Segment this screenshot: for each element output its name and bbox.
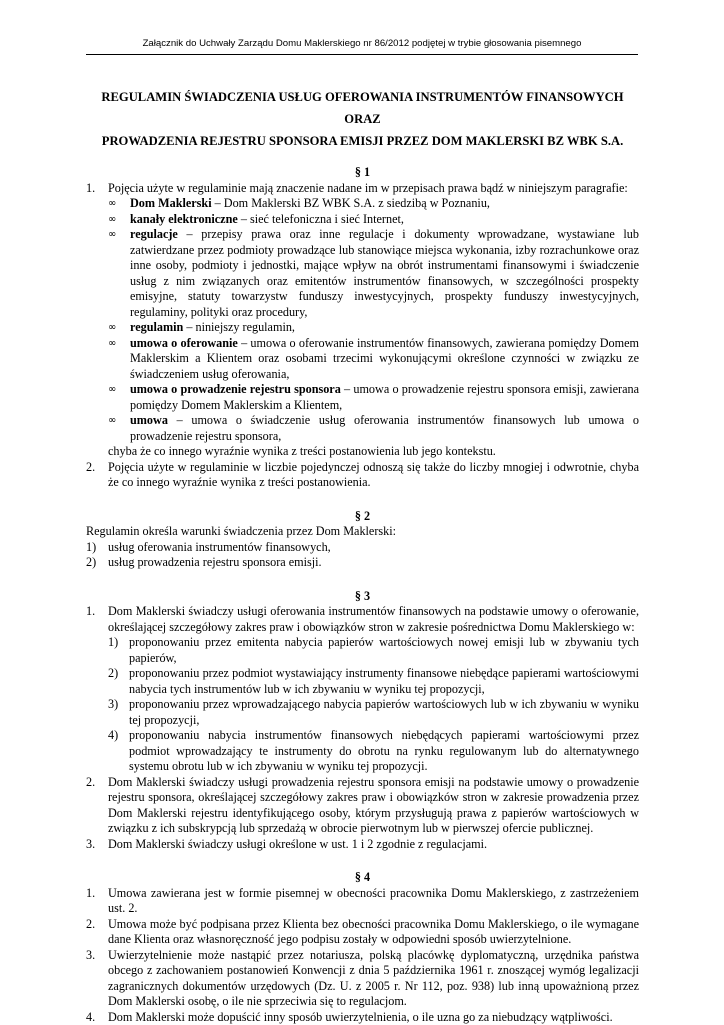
definition-term: kanały elektroniczne	[130, 212, 238, 226]
paragraph-4-1	[86, 886, 639, 917]
definition-term: umowa o prowadzenie rejestru sponsora	[130, 382, 341, 396]
paragraph-text: Pojęcia użyte w regulaminie mają znaczenie nadane im w przepisach prawa bądź w niniejszym paragrafie:	[108, 181, 639, 197]
paragraph-text: Dom Maklerski świadczy usługi oferowania instrumentów finansowych na podstawie umowy o oferowanie, określającej szczegółowy zakres praw i obowiązków stron w zakresie pośrednictwa Domu Maklerskiego w:	[108, 604, 639, 635]
item-number: 1)	[86, 540, 108, 556]
definition-item	[108, 196, 639, 212]
infinity-bullet-icon: ∞	[108, 336, 130, 352]
paragraph-1-2	[86, 460, 639, 491]
paragraph-number: 2.	[86, 917, 108, 933]
item-number: 1)	[108, 635, 129, 651]
paragraph-text: Uwierzytelnienie może nastąpić przez notariusza, polską placówkę dyplomatyczną, urzędnika państwa obcego z zachowaniem postanowień Konwencji z dnia 5 października 1961 r. znoszącej wymóg legalizacji zagranicznych dokumentów urzędowych (Dz. U. z 2005 r. Nr 112, poz. 938) lub inną upoważnioną przez Dom Maklerski osobę, o ile nie sprzeciwia się to regulacjom.	[108, 948, 639, 1010]
item-number: 3)	[108, 697, 129, 713]
paragraph-3-1	[86, 604, 639, 635]
item-text: proponowaniu przez emitenta nabycia papierów wartościowych nowej emisji lub w zbywaniu tych papierów,	[129, 635, 639, 666]
definition-item	[108, 212, 639, 228]
infinity-bullet-icon: ∞	[108, 196, 130, 212]
paragraph-number: 1.	[86, 604, 108, 620]
paragraph-number: 3.	[86, 948, 108, 964]
item-text: proponowaniu nabycia instrumentów finansowych niebędących papierami wartościowymi przez podmiot wprowadzający te instrumenty do obrotu na rynku regulowanym lub do alternatywnego systemu obrotu lub w ich zbywaniu w wyniku tej propozycji.	[129, 728, 639, 775]
item-number: 2)	[108, 666, 129, 682]
section-heading-2: § 2	[86, 509, 639, 525]
definition-text	[130, 227, 639, 320]
sub-list-item	[108, 666, 639, 697]
infinity-bullet-icon: ∞	[108, 320, 130, 336]
paragraph-4-2	[86, 917, 639, 948]
header-divider	[86, 54, 638, 55]
definition-text	[130, 212, 639, 228]
infinity-bullet-icon: ∞	[108, 212, 130, 228]
definition-item	[108, 227, 639, 320]
sub-list-item	[108, 635, 639, 666]
definition-text	[130, 320, 639, 336]
infinity-bullet-icon: ∞	[108, 227, 130, 243]
paragraph-text: Dom Maklerski świadczy usługi określone w ust. 1 i 2 zgodnie z regulacjami.	[108, 837, 639, 853]
definition-item	[108, 320, 639, 336]
paragraph-number: 2.	[86, 775, 108, 791]
item-number: 4)	[108, 728, 129, 744]
title-line-2: PROWADZENIA REJESTRU SPONSORA EMISJI PRZEZ DOM MAKLERSKI BZ WBK S.A.	[86, 130, 639, 152]
section-heading-1: § 1	[86, 165, 639, 181]
definition-description: – Dom Maklerski BZ WBK S.A. z siedzibą w Poznaniu,	[212, 196, 490, 210]
definition-term: umowa	[130, 413, 168, 427]
title-line-1: REGULAMIN ŚWIADCZENIA USŁUG OFEROWANIA INSTRUMENTÓW FINANSOWYCH ORAZ	[86, 86, 639, 130]
definition-description: – umowa o świadczenie usług oferowania instrumentów finansowych lub umowa o prowadzenie rejestru sponsora,	[130, 413, 639, 443]
definition-term: regulamin	[130, 320, 183, 334]
paragraph-4-3	[86, 948, 639, 1010]
paragraph-number: 3.	[86, 837, 108, 853]
paragraph-text: Umowa może być podpisana przez Klienta bez obecności pracownika Domu Maklerskiego, o ile wymagane dane Klienta oraz własnoręczność jego podpisu zostały w odpowiedni sposób uwierzytelnione.	[108, 917, 639, 948]
section-heading-3: § 3	[86, 589, 639, 605]
paragraph-3-2	[86, 775, 639, 837]
list-item	[86, 540, 639, 556]
list-item	[86, 555, 639, 571]
document-title	[86, 86, 639, 152]
item-text: usług prowadzenia rejestru sponsora emisji.	[108, 555, 639, 571]
paragraph-3-3	[86, 837, 639, 853]
document-body	[86, 86, 639, 1025]
definition-item	[108, 382, 639, 413]
definition-text	[130, 196, 639, 212]
page-header: Załącznik do Uchwały Zarządu Domu Maklerskiego nr 86/2012 podjętej w trybie głosowania pisemnego	[0, 38, 724, 50]
definition-description: – sieć telefoniczna i sieć Internet,	[238, 212, 404, 226]
paragraph-text: Dom Maklerski świadczy usługi prowadzenia rejestru sponsora emisji na podstawie umowy o prowadzenie rejestru sponsora, określającej szczegółowy zakres praw i obowiązków stron w zakresie prowadzenia przez Dom Maklerski rejestru identyfikującego osoby, którym przysługują prawa z papierów wartościowych w związku z ich subskrypcją lub sprzedażą w obrocie pierwotnym lub w pierwszej ofercie publicznej.	[108, 775, 639, 837]
definition-description: – umowa o prowadzenie rejestru sponsora emisji, zawierana pomiędzy Domem Maklerskim a Klientem,	[130, 382, 639, 412]
definition-term: Dom Maklerski	[130, 196, 212, 210]
infinity-bullet-icon: ∞	[108, 413, 130, 429]
sub-list-item	[108, 697, 639, 728]
definition-text	[130, 336, 639, 383]
definition-text	[130, 382, 639, 413]
definition-term: umowa o oferowanie	[130, 336, 238, 350]
section-2-intro: Regulamin określa warunki świadczenia przez Dom Maklerski:	[86, 524, 639, 540]
definition-description: – przepisy prawa oraz inne regulacje i dokumenty wprowadzane, wystawiane lub zatwierdzane przez podmioty prowadzące lub stanowiące miejsca wykonania, izby rozrachunkowe oraz inne osoby, podmioty i jednostki, mające wpływ na obrót instrumentami finansowymi i świadczenie usług z nim związanych oraz emitentów instrumentów finansowych, w szczególności prospekty emisyjne, statuty towarzystw funduszy inwestycyjnych, prospekty funduszy inwestycyjnych, regulaminy, polityki oraz procedury,	[130, 227, 639, 319]
paragraph-number: 1.	[86, 181, 108, 197]
section-heading-4: § 4	[86, 870, 639, 886]
definition-description: – umowa o oferowanie instrumentów finansowych, zawierana pomiędzy Domem Maklerskim a Klientem oraz osobami trzecimi wykonującymi określone czynności w związku ze świadczeniem usług oferowania,	[130, 336, 639, 381]
item-number: 2)	[86, 555, 108, 571]
paragraph-text: Umowa zawierana jest w formie pisemnej w obecności pracownika Domu Maklerskiego, z zastrzeżeniem ust. 2.	[108, 886, 639, 917]
definition-item	[108, 336, 639, 383]
paragraph-text: Pojęcia użyte w regulaminie w liczbie pojedynczej odnoszą się także do liczby mnogiej i odwrotnie, chyba że co innego wyraźnie wynika z treści postanowienia.	[108, 460, 639, 491]
item-text: usług oferowania instrumentów finansowych,	[108, 540, 639, 556]
item-text: proponowaniu przez wprowadzającego nabycia papierów wartościowych lub w ich zbywaniu w wyniku tej propozycji,	[129, 697, 639, 728]
infinity-bullet-icon: ∞	[108, 382, 130, 398]
paragraph-1-1	[86, 181, 639, 197]
definition-text	[130, 413, 639, 444]
paragraph-number: 1.	[86, 886, 108, 902]
definition-item	[108, 413, 639, 444]
definition-term: regulacje	[130, 227, 178, 241]
paragraph-number: 4.	[86, 1010, 108, 1025]
paragraph-1-1-tail: chyba że co innego wyraźnie wynika z treści postanowienia lub jego kontekstu.	[108, 444, 639, 460]
definitions-list	[86, 196, 639, 444]
paragraph-4-4	[86, 1010, 639, 1025]
item-text: proponowaniu przez podmiot wystawiający instrumenty finansowe niebędące papierami wartościowymi nabycia tych instrumentów lub w ich zbywaniu w wyniku tej propozycji,	[129, 666, 639, 697]
sub-list-item	[108, 728, 639, 775]
paragraph-text: Dom Maklerski może dopuścić inny sposób uwierzytelnienia, o ile uzna go za niebudzący wątpliwości.	[108, 1010, 639, 1025]
paragraph-number: 2.	[86, 460, 108, 476]
definition-description: – niniejszy regulamin,	[183, 320, 295, 334]
